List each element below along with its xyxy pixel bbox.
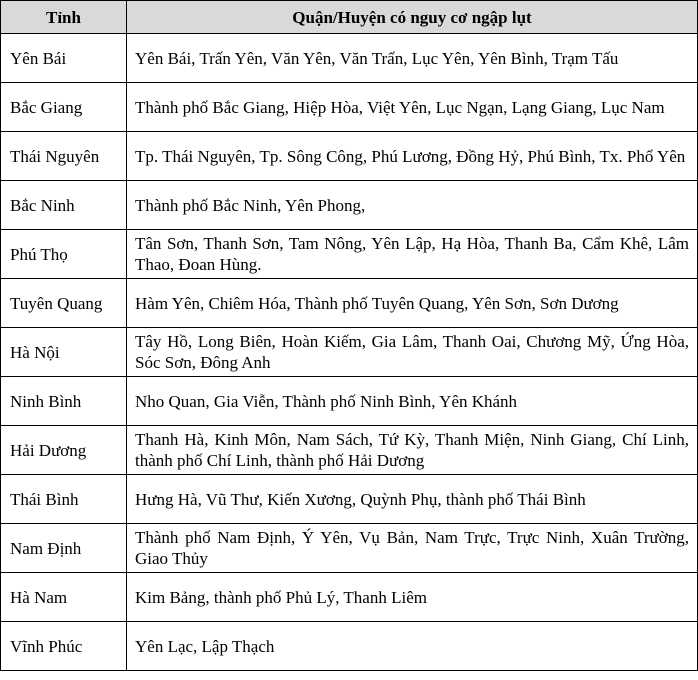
districts-cell: Yên Lạc, Lập Thạch	[127, 622, 698, 671]
table-row	[1, 230, 698, 279]
province-cell: Yên Bái	[1, 34, 127, 83]
districts-cell: Thành phố Bắc Ninh, Yên Phong,	[127, 181, 698, 230]
table-row	[1, 475, 698, 524]
districts-cell: Hưng Hà, Vũ Thư, Kiến Xương, Quỳnh Phụ, thành phố Thái Bình	[127, 475, 698, 524]
table-row	[1, 83, 698, 132]
districts-cell: Nho Quan, Gia Viễn, Thành phố Ninh Bình, Yên Khánh	[127, 377, 698, 426]
province-cell: Hà Nội	[1, 328, 127, 377]
province-cell: Vĩnh Phúc	[1, 622, 127, 671]
districts-cell: Kim Bảng, thành phố Phủ Lý, Thanh Liêm	[127, 573, 698, 622]
districts-cell: Tân Sơn, Thanh Sơn, Tam Nông, Yên Lập, Hạ Hòa, Thanh Ba, Cẩm Khê, Lâm Thao, Đoan Hùng.	[127, 230, 698, 279]
province-cell: Thái Bình	[1, 475, 127, 524]
header-row	[1, 1, 698, 34]
table-row	[1, 426, 698, 475]
table-row	[1, 181, 698, 230]
districts-cell: Hàm Yên, Chiêm Hóa, Thành phố Tuyên Quang, Yên Sơn, Sơn Dương	[127, 279, 698, 328]
province-cell: Thái Nguyên	[1, 132, 127, 181]
province-cell: Ninh Bình	[1, 377, 127, 426]
province-cell: Hà Nam	[1, 573, 127, 622]
table-row	[1, 132, 698, 181]
districts-cell: Thành phố Nam Định, Ý Yên, Vụ Bản, Nam Trực, Trực Ninh, Xuân Trường, Giao Thủy	[127, 524, 698, 573]
province-cell: Bắc Giang	[1, 83, 127, 132]
districts-cell: Tây Hồ, Long Biên, Hoàn Kiếm, Gia Lâm, Thanh Oai, Chương Mỹ, Ứng Hòa, Sóc Sơn, Đông Anh	[127, 328, 698, 377]
province-cell: Phú Thọ	[1, 230, 127, 279]
header-province: Tỉnh	[1, 1, 127, 34]
table-row	[1, 622, 698, 671]
table-row	[1, 328, 698, 377]
table-row	[1, 573, 698, 622]
table-row	[1, 34, 698, 83]
table-row	[1, 279, 698, 328]
districts-cell: Yên Bái, Trấn Yên, Văn Yên, Văn Trấn, Lục Yên, Yên Bình, Trạm Tấu	[127, 34, 698, 83]
districts-cell: Thanh Hà, Kinh Môn, Nam Sách, Tứ Kỳ, Thanh Miện, Ninh Giang, Chí Linh, thành phố Chí Linh, thành phố Hải Dương	[127, 426, 698, 475]
province-cell: Nam Định	[1, 524, 127, 573]
province-cell: Hải Dương	[1, 426, 127, 475]
table-row	[1, 377, 698, 426]
province-cell: Bắc Ninh	[1, 181, 127, 230]
header-districts: Quận/Huyện có nguy cơ ngập lụt	[127, 1, 698, 34]
districts-cell: Tp. Thái Nguyên, Tp. Sông Công, Phú Lương, Đồng Hỷ, Phú Bình, Tx. Phổ Yên	[127, 132, 698, 181]
districts-cell: Thành phố Bắc Giang, Hiệp Hòa, Việt Yên, Lục Ngạn, Lạng Giang, Lục Nam	[127, 83, 698, 132]
table-row	[1, 524, 698, 573]
province-cell: Tuyên Quang	[1, 279, 127, 328]
